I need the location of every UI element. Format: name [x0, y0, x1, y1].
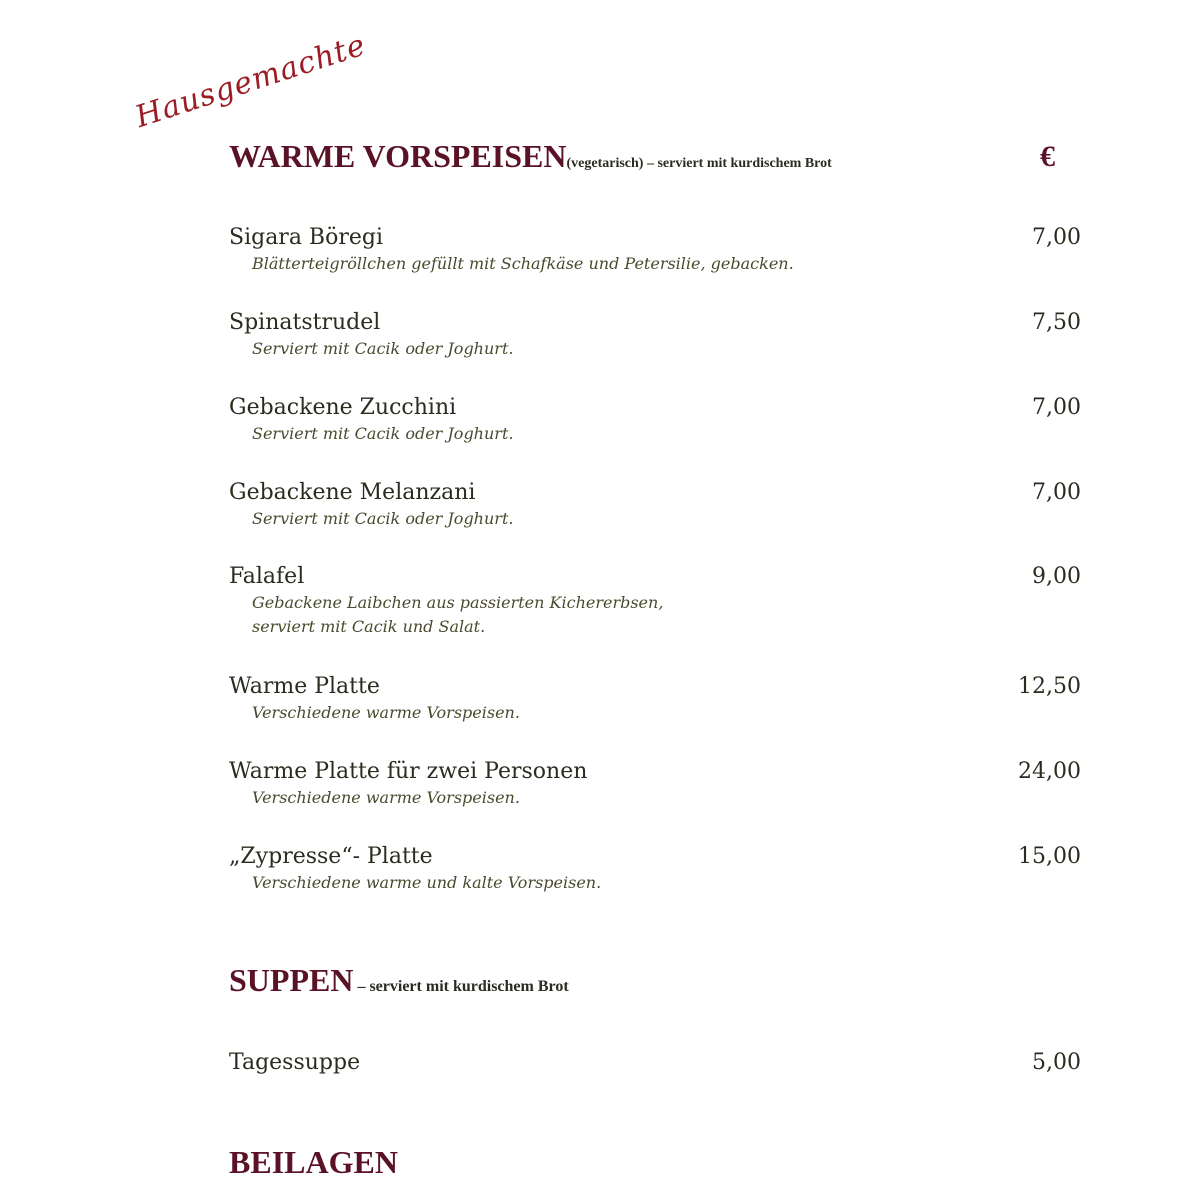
section-subtitle: – serviert mit kurdischem Brot: [643, 156, 832, 171]
section-heading: WARME VORSPEISEN: [229, 138, 567, 174]
item-price: 7,50: [1032, 310, 1081, 335]
menu-item: [229, 309, 1081, 361]
item-description: Blätterteigröllchen gefüllt mit Schafkäse und Petersilie, gebacken.: [252, 254, 794, 273]
item-description: Verschiedene warme und kalte Vorspeisen.: [252, 873, 602, 892]
menu-item: [229, 563, 1081, 639]
menu-item: [229, 843, 1081, 895]
section-title-warm-starters: [229, 138, 832, 175]
item-description: Serviert mit Cacik oder Joghurt.: [252, 509, 514, 528]
item-price: 7,00: [1032, 480, 1081, 505]
section-heading: BEILAGEN: [229, 1144, 398, 1180]
item-name: Spinatstrudel: [229, 310, 381, 335]
item-name: Tagessuppe: [229, 1050, 361, 1075]
section-title-soups: [229, 962, 569, 999]
menu-item: [229, 758, 1081, 810]
item-name: Warme Platte für zwei Personen: [229, 759, 588, 784]
item-price: 15,00: [1018, 844, 1081, 869]
item-name: Sigara Böregi: [229, 225, 383, 250]
handwritten-note: Hausgemachte: [131, 27, 371, 135]
item-name: Gebackene Melanzani: [229, 480, 476, 505]
currency-symbol: €: [1040, 140, 1055, 173]
item-price: 5,00: [1032, 1050, 1081, 1075]
menu-item: [229, 479, 1081, 531]
item-name: Gebackene Zucchini: [229, 395, 457, 420]
section-heading: SUPPEN: [229, 962, 354, 998]
item-price: 7,00: [1032, 395, 1081, 420]
item-name: „Zypresse“- Platte: [229, 844, 433, 869]
item-description: Gebackene Laibchen aus passierten Kichererbsen, serviert mit Cacik und Salat.: [252, 593, 664, 636]
section-title-sides: [229, 1144, 398, 1181]
item-description: Serviert mit Cacik oder Joghurt.: [252, 339, 514, 358]
section-qualifier: (vegetarisch): [566, 156, 644, 171]
item-price: 12,50: [1018, 674, 1081, 699]
item-description: Verschiedene warme Vorspeisen.: [252, 703, 520, 722]
item-price: 9,00: [1032, 564, 1081, 589]
menu-item: [229, 1049, 1081, 1077]
menu-item: [229, 673, 1081, 725]
item-name: Warme Platte: [229, 674, 380, 699]
section-subtitle: – serviert mit kurdischem Brot: [353, 978, 569, 995]
item-price: 24,00: [1018, 759, 1081, 784]
menu-item: [229, 394, 1081, 446]
item-description: Serviert mit Cacik oder Joghurt.: [252, 424, 514, 443]
item-price: 7,00: [1032, 225, 1081, 250]
item-name: Falafel: [229, 564, 305, 589]
menu-item: [229, 224, 1081, 276]
item-description: Verschiedene warme Vorspeisen.: [252, 788, 520, 807]
